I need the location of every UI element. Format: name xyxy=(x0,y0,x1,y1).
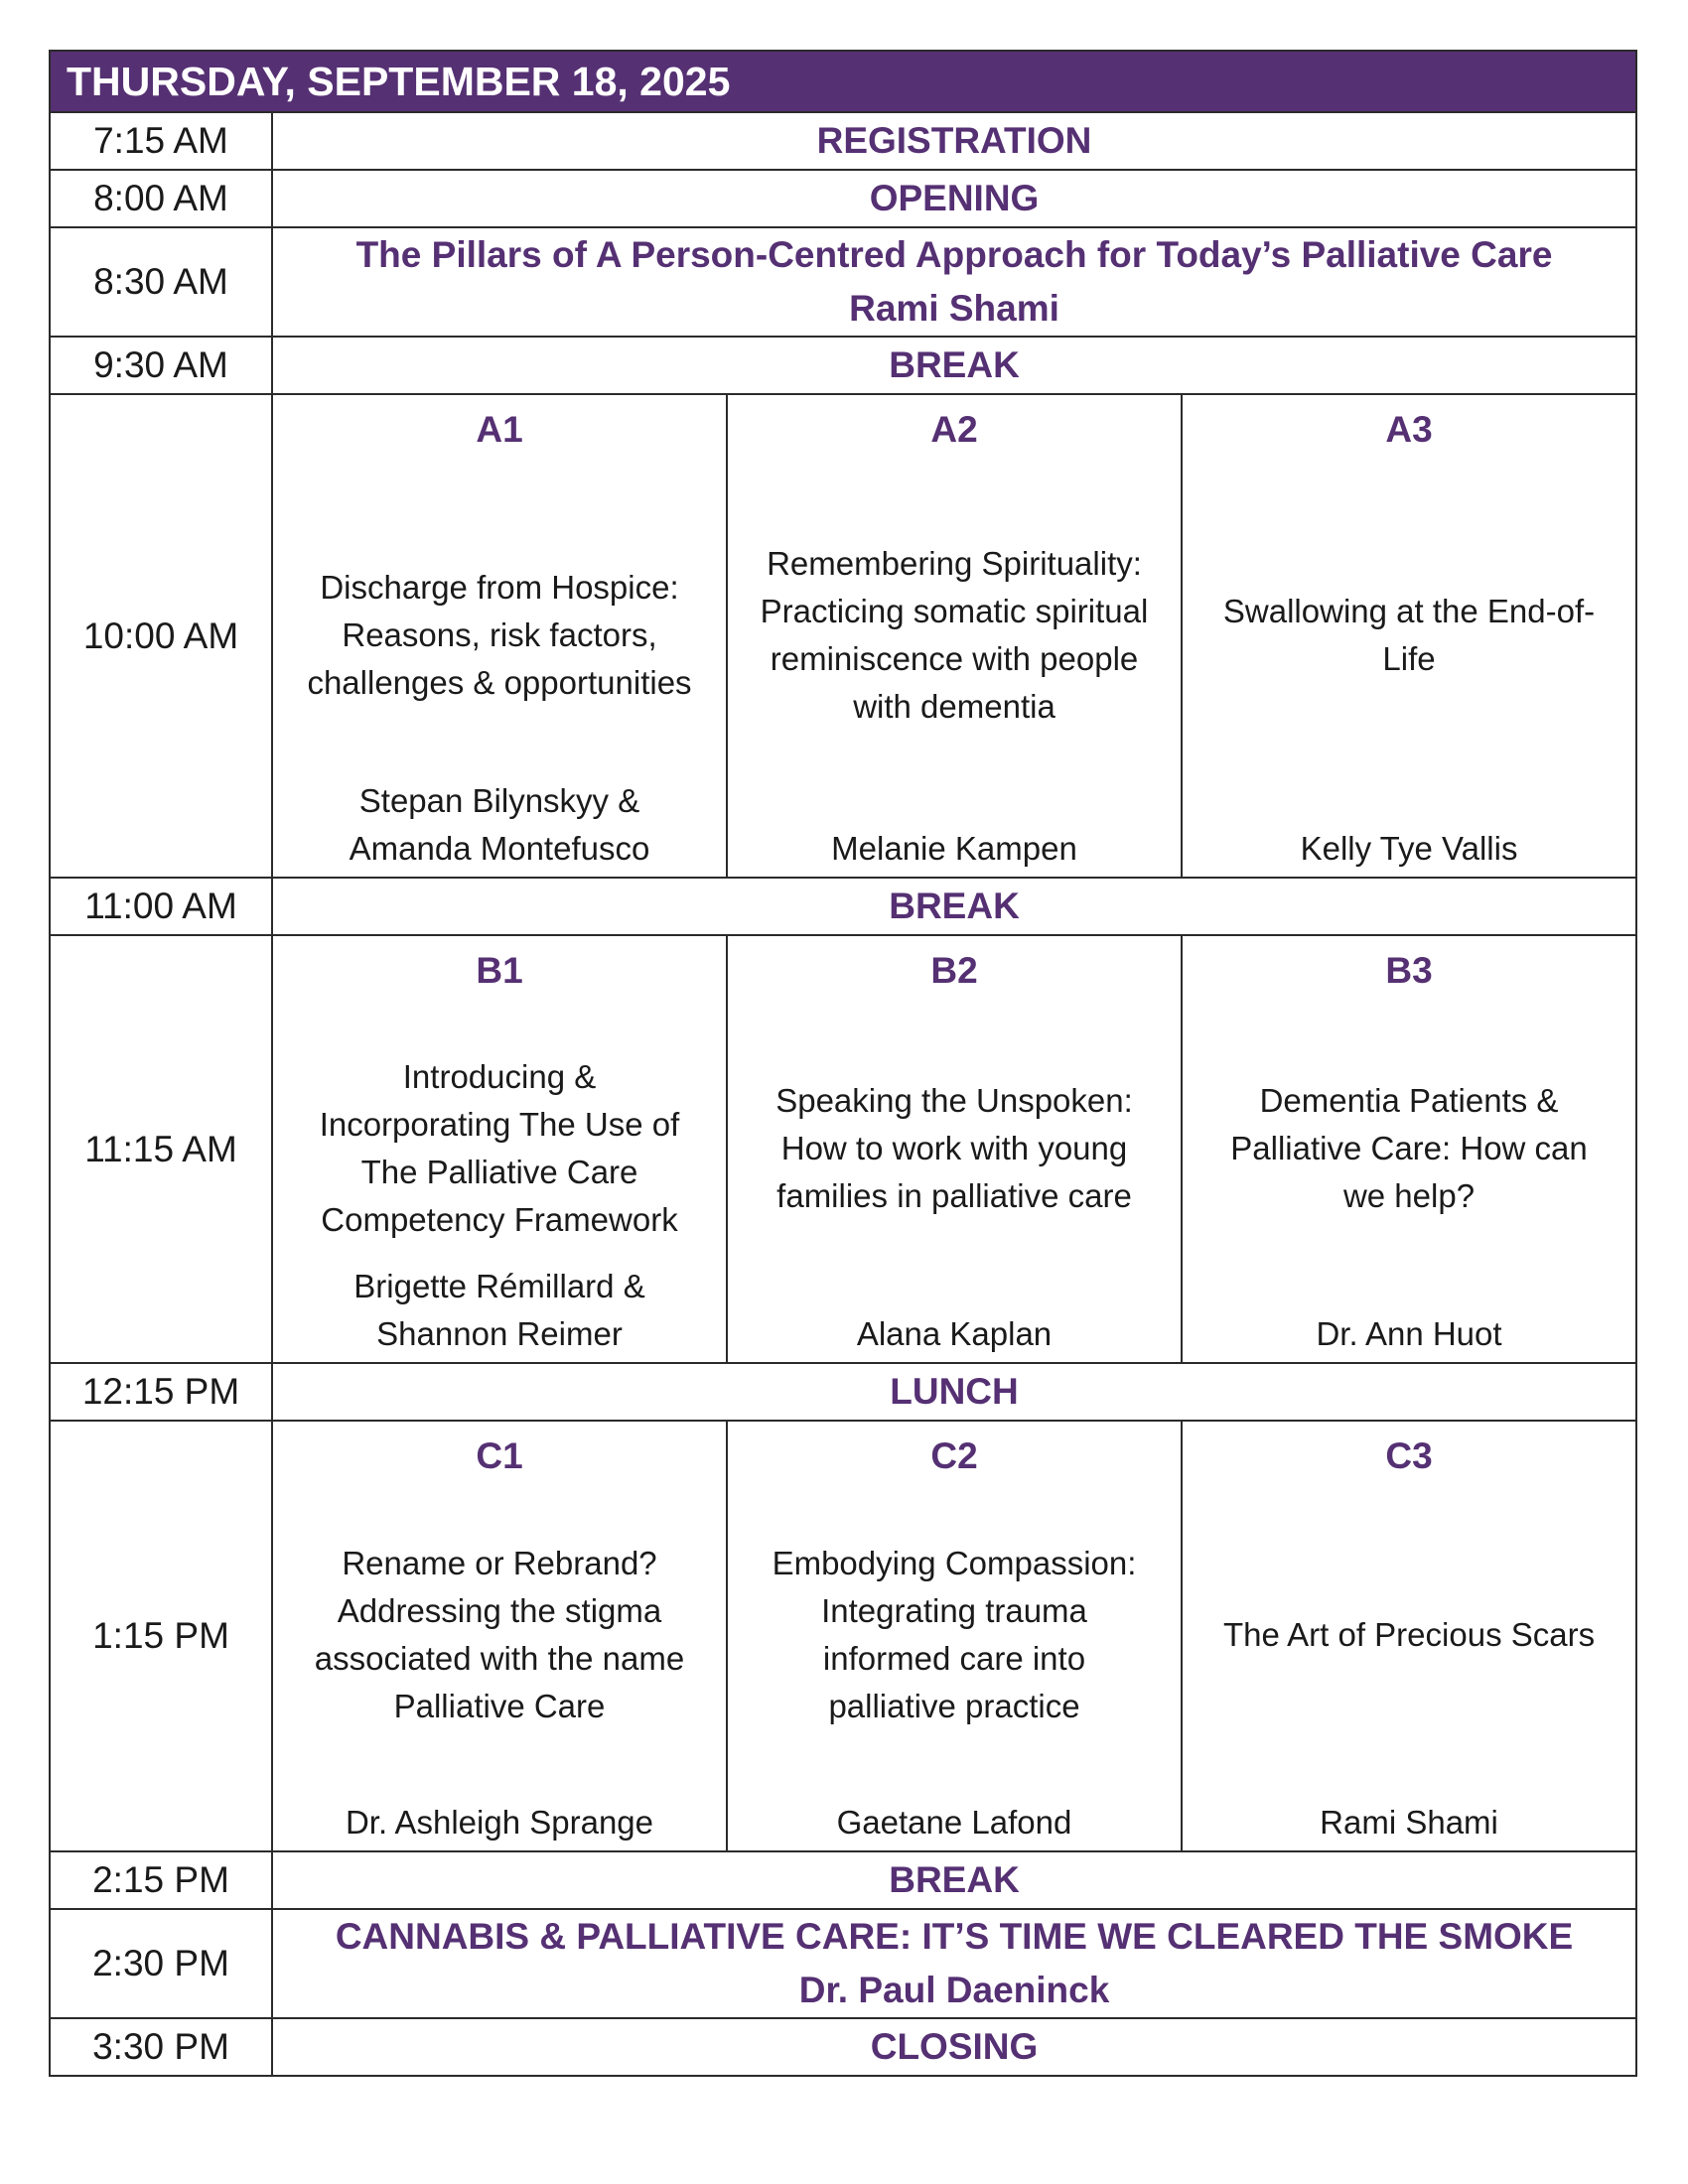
title-line: Addressing the stigma xyxy=(337,1592,662,1629)
title-line: Palliative Care: How can xyxy=(1230,1130,1588,1166)
keynote-speaker: Dr. Paul Daeninck xyxy=(798,1970,1110,2010)
title-line: informed care into xyxy=(822,1640,1086,1677)
session-cell xyxy=(1182,394,1636,878)
session-title xyxy=(281,1053,718,1244)
schedule-row xyxy=(50,112,1636,170)
schedule-row xyxy=(50,170,1636,227)
title-line: associated with the name xyxy=(314,1640,685,1677)
title-line: How to work with young xyxy=(780,1130,1128,1166)
schedule-row xyxy=(50,2018,1636,2076)
session-speaker xyxy=(736,825,1173,873)
speaker-line: Stepan Bilynskyy & xyxy=(358,782,640,819)
schedule-row xyxy=(50,337,1636,394)
title-line: Remembering Spirituality: xyxy=(767,545,1142,582)
session-content xyxy=(1183,1422,1635,1850)
title-line: The Art of Precious Scars xyxy=(1222,1616,1596,1653)
session-content xyxy=(273,1422,726,1850)
time-cell: 10:00 AM xyxy=(50,394,272,878)
title-line: palliative practice xyxy=(828,1688,1080,1724)
session-title xyxy=(1191,1077,1627,1220)
speaker-line: Rami Shami xyxy=(1320,1804,1498,1841)
session-cell xyxy=(1182,935,1636,1363)
session-speaker xyxy=(281,777,718,873)
schedule-row xyxy=(50,1363,1636,1421)
time-cell: 9:30 AM xyxy=(50,337,272,394)
session-cell xyxy=(727,1421,1182,1851)
title-line: Practicing somatic spiritual xyxy=(760,593,1149,629)
speaker-line: Dr. Ann Huot xyxy=(1316,1315,1502,1352)
session-cell xyxy=(1182,1421,1636,1851)
lunch-label: LUNCH xyxy=(272,1363,1636,1421)
session-speaker xyxy=(1191,1310,1627,1358)
speaker-line: Brigette Rémillard & xyxy=(353,1268,645,1304)
session-cell xyxy=(272,935,727,1363)
date-header-row xyxy=(50,51,1636,112)
title-line: Incorporating The Use of xyxy=(319,1106,680,1143)
session-cell xyxy=(727,935,1182,1363)
session-cell xyxy=(272,1421,727,1851)
time-cell: 2:15 PM xyxy=(50,1851,272,1909)
time-cell: 3:30 PM xyxy=(50,2018,272,2076)
title-line: Palliative Care xyxy=(393,1688,606,1724)
speaker-line: Alana Kaplan xyxy=(856,1315,1053,1352)
time-cell: 7:15 AM xyxy=(50,112,272,170)
title-line: reminiscence with people xyxy=(770,640,1139,677)
session-content xyxy=(1183,395,1635,877)
registration-label: REGISTRATION xyxy=(272,112,1636,170)
speaker-line: Amanda Montefusco xyxy=(349,830,650,867)
speaker-line: Shannon Reimer xyxy=(376,1315,623,1352)
time-cell: 1:15 PM xyxy=(50,1421,272,1851)
speaker-line: Dr. Ashleigh Sprange xyxy=(345,1804,654,1841)
session-content xyxy=(273,395,726,877)
session-cell xyxy=(272,394,727,878)
keynote-cell xyxy=(272,1909,1636,2018)
session-content xyxy=(728,936,1181,1362)
schedule-table xyxy=(49,50,1637,2077)
title-line: Swallowing at the End-of- xyxy=(1222,593,1596,629)
session-title xyxy=(1191,1611,1627,1659)
title-line: Embodying Compassion: xyxy=(772,1545,1137,1581)
time-cell: 2:30 PM xyxy=(50,1909,272,2018)
session-code: A2 xyxy=(930,409,978,450)
title-line: Speaking the Unspoken: xyxy=(775,1082,1133,1119)
session-code: B3 xyxy=(1385,950,1433,991)
title-line: Introducing & xyxy=(402,1058,597,1095)
title-line: Discharge from Hospice: xyxy=(320,569,679,606)
session-code: C3 xyxy=(1385,1435,1433,1476)
title-line: Integrating trauma xyxy=(821,1592,1087,1629)
session-title xyxy=(281,1540,718,1730)
session-block-row xyxy=(50,935,1636,1363)
speaker-line: Melanie Kampen xyxy=(831,830,1077,867)
title-line: Competency Framework xyxy=(321,1201,678,1238)
keynote-cell xyxy=(272,227,1636,337)
date-header: THURSDAY, SEPTEMBER 18, 2025 xyxy=(50,51,1636,112)
session-speaker xyxy=(1191,825,1627,873)
session-code: B1 xyxy=(476,950,523,991)
session-code: C1 xyxy=(476,1435,523,1476)
time-cell: 12:15 PM xyxy=(50,1363,272,1421)
time-cell: 8:30 AM xyxy=(50,227,272,337)
title-line: Rename or Rebrand? xyxy=(342,1545,657,1581)
title-line: Reasons, risk factors, xyxy=(342,616,657,653)
keynote-title: The Pillars of A Person-Centred Approach for Today’s Palliative Care xyxy=(355,234,1553,275)
session-code: A1 xyxy=(476,409,523,450)
title-line: The Palliative Care xyxy=(360,1154,638,1190)
break-label: BREAK xyxy=(272,337,1636,394)
time-cell: 11:15 AM xyxy=(50,935,272,1363)
session-code: B2 xyxy=(930,950,978,991)
session-content xyxy=(728,1422,1181,1850)
title-line: families in palliative care xyxy=(776,1177,1132,1214)
session-content xyxy=(273,936,726,1362)
session-title xyxy=(736,1540,1173,1730)
title-line: challenges & opportunities xyxy=(307,664,692,701)
session-title xyxy=(736,1077,1173,1220)
speaker-line: Gaetane Lafond xyxy=(836,1804,1072,1841)
keynote-speaker: Rami Shami xyxy=(849,288,1059,329)
session-speaker xyxy=(736,1310,1173,1358)
session-cell xyxy=(727,394,1182,878)
title-line: with dementia xyxy=(853,688,1055,725)
schedule-row xyxy=(50,878,1636,935)
title-line: Life xyxy=(1382,640,1436,677)
schedule-row xyxy=(50,227,1636,337)
keynote-title: CANNABIS & PALLIATIVE CARE: IT’S TIME WE CLEARED THE SMOKE xyxy=(335,1916,1574,1957)
opening-label: OPENING xyxy=(272,170,1636,227)
time-cell: 8:00 AM xyxy=(50,170,272,227)
speaker-line: Kelly Tye Vallis xyxy=(1300,830,1518,867)
session-speaker xyxy=(281,1799,718,1846)
session-block-row xyxy=(50,394,1636,878)
title-line: Dementia Patients & xyxy=(1259,1082,1559,1119)
break-label: BREAK xyxy=(272,878,1636,935)
closing-label: CLOSING xyxy=(272,2018,1636,2076)
session-code: C2 xyxy=(930,1435,978,1476)
session-title xyxy=(1191,588,1627,683)
session-content xyxy=(728,395,1181,877)
session-code: A3 xyxy=(1385,409,1433,450)
schedule-row xyxy=(50,1851,1636,1909)
session-title xyxy=(736,540,1173,731)
session-block-row xyxy=(50,1421,1636,1851)
session-title xyxy=(281,564,718,707)
session-content xyxy=(1183,936,1635,1362)
break-label: BREAK xyxy=(272,1851,1636,1909)
session-speaker xyxy=(1191,1799,1627,1846)
session-speaker xyxy=(281,1263,718,1358)
session-speaker xyxy=(736,1799,1173,1846)
title-line: we help? xyxy=(1342,1177,1476,1214)
schedule-row xyxy=(50,1909,1636,2018)
time-cell: 11:00 AM xyxy=(50,878,272,935)
